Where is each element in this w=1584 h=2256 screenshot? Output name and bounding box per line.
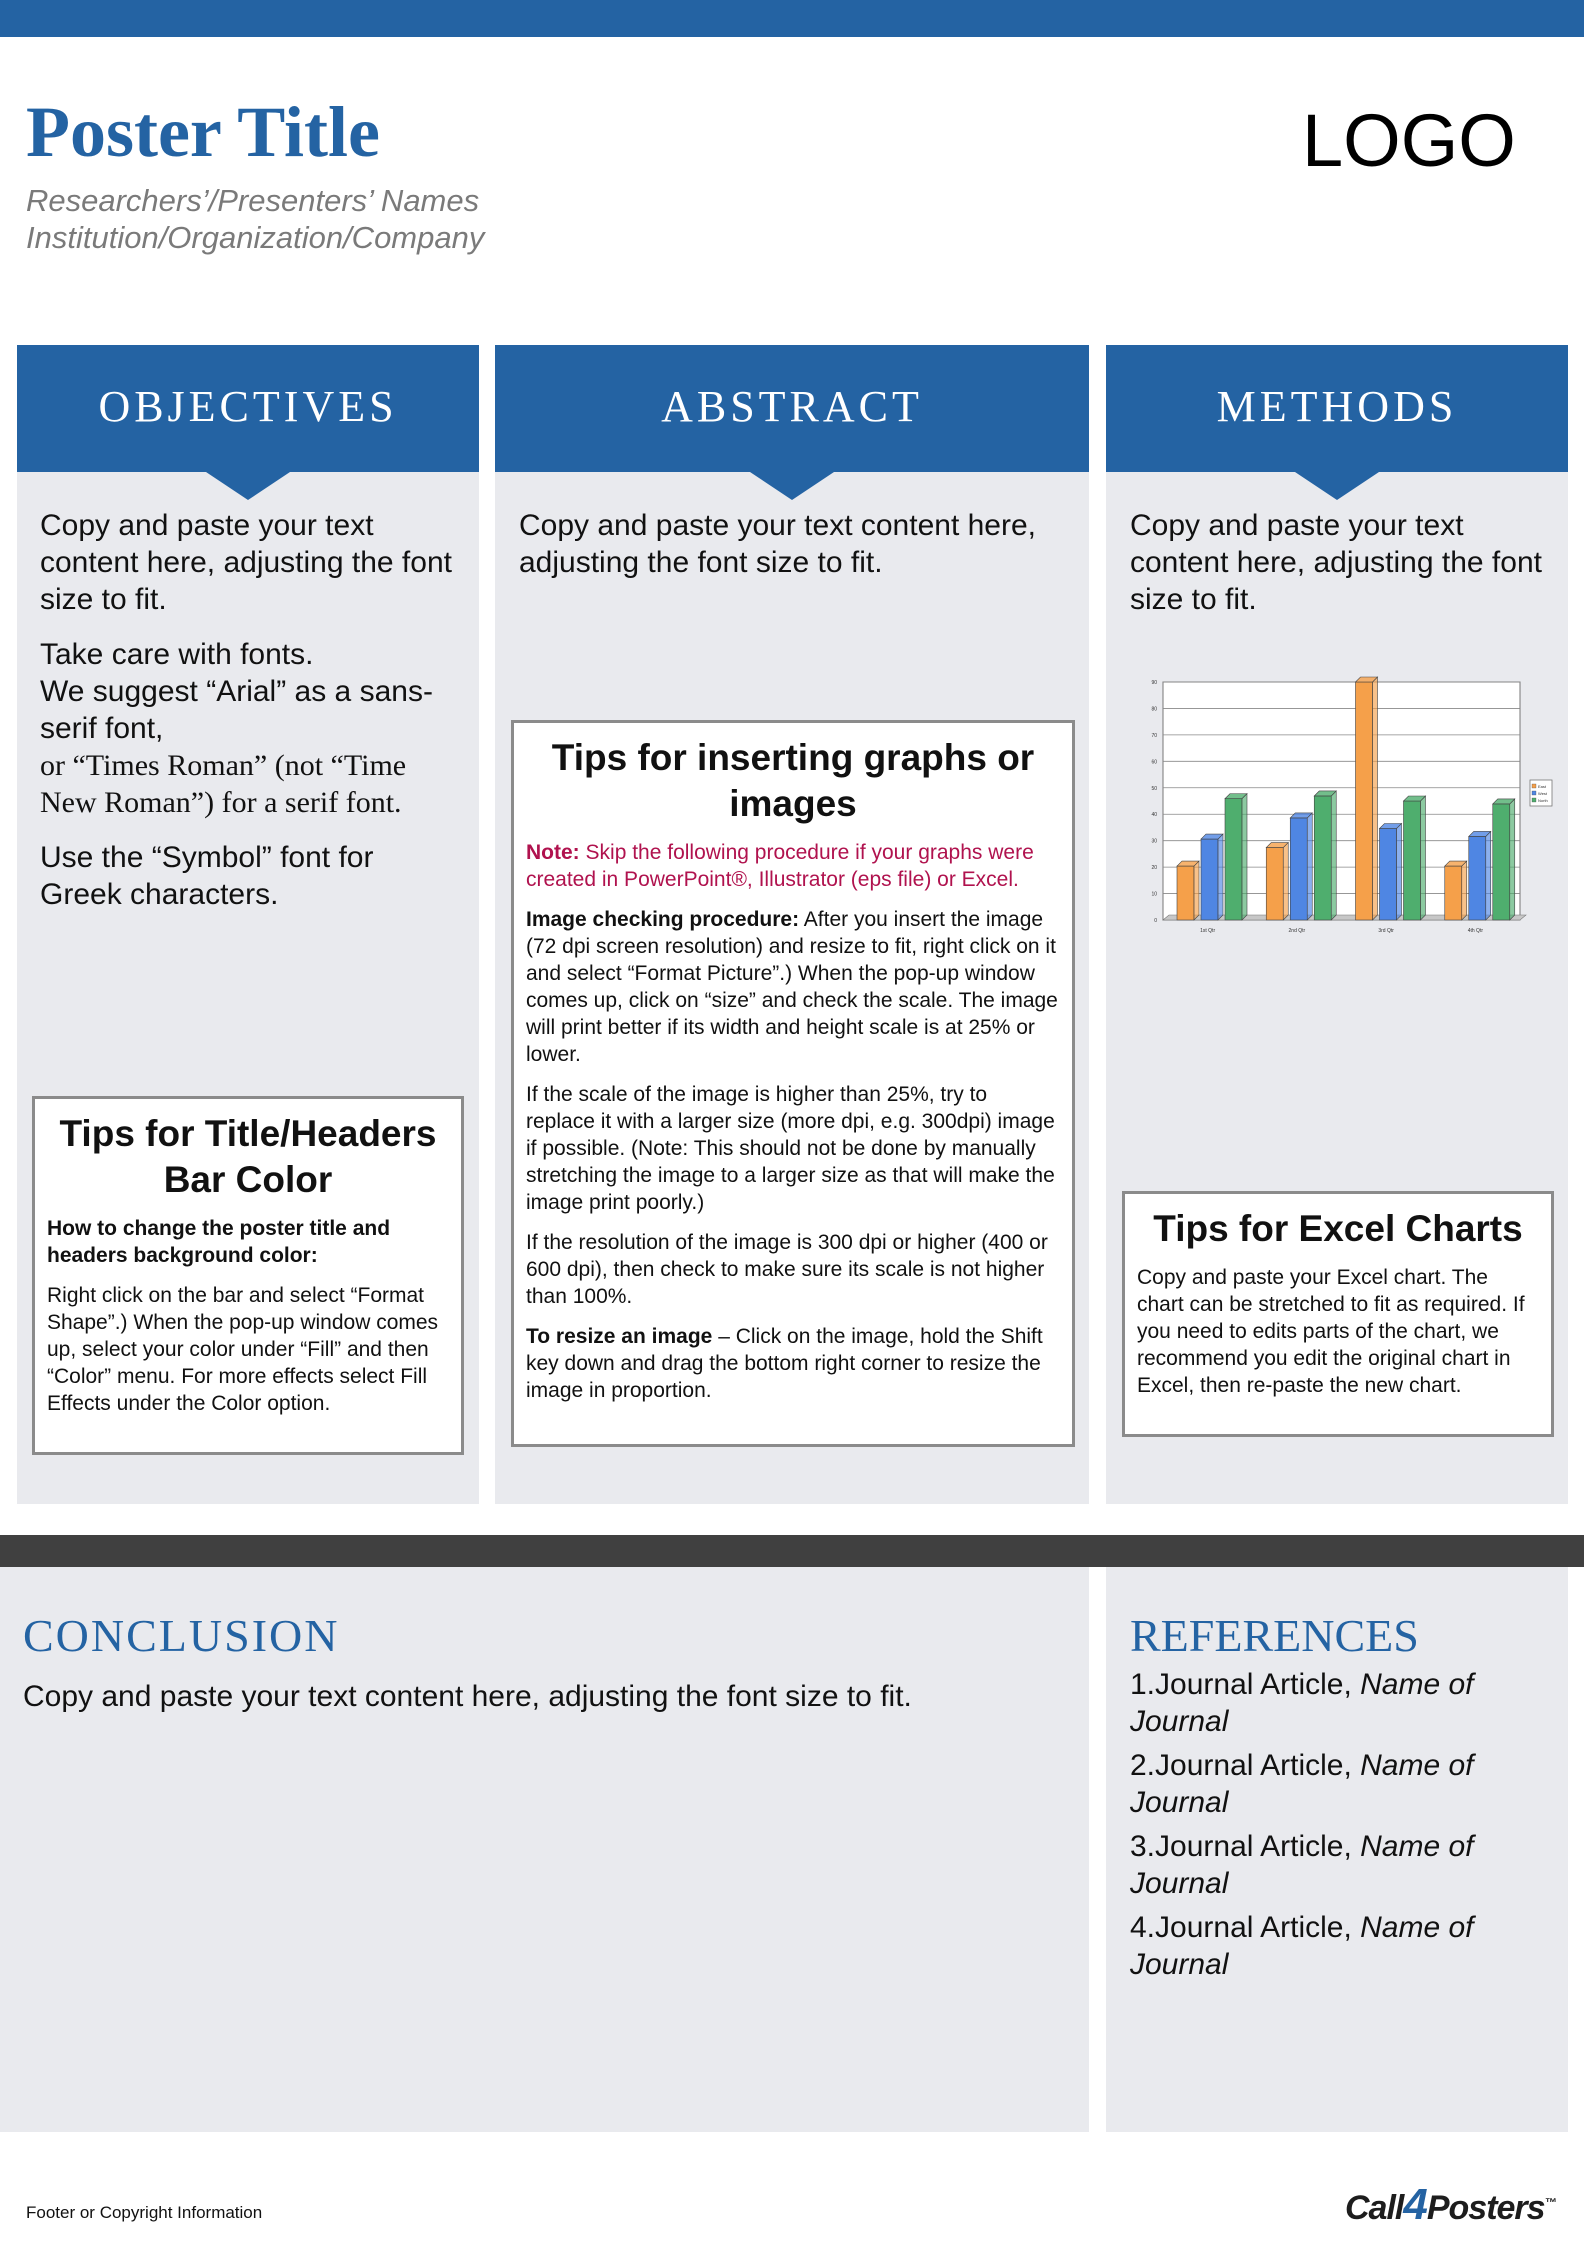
brand-part: Posters: [1426, 2189, 1545, 2227]
chart-legend-label: East: [1538, 784, 1547, 789]
conclusion-section: [0, 1567, 1089, 2132]
tip-image-check: [526, 906, 1060, 1068]
abstract-body: Copy and paste your text content here, adjusting the font size to fit.: [519, 509, 1036, 579]
reference-journal: Name of Journal: [1130, 1668, 1474, 1738]
chart-legend-swatch: [1532, 791, 1536, 795]
abstract-heading: ABSTRACT: [661, 382, 923, 431]
tip-title: Tips for inserting graphs or images: [551, 737, 1035, 824]
chart-y-tick-label: 60: [1151, 759, 1157, 766]
chart-y-tick-label: 20: [1151, 865, 1157, 872]
tip-body: Right click on the bar and select “Format Shape”.) When the pop-up window comes up, select your color under “Fill” and then “Color” menu. For more effects select Fill Effects under the Color option.: [47, 1284, 439, 1415]
chart-y-tick-label: 30: [1151, 838, 1157, 845]
institution-name: Institution/Organization/Company: [26, 220, 485, 255]
header-notch: [750, 472, 834, 500]
tip-subheading: How to change the poster title and headers background color:: [47, 1217, 391, 1267]
chart-y-tick-label: 40: [1151, 812, 1157, 819]
chart-x-tick-label: 1st Qtr: [1200, 928, 1216, 934]
footer-text: Footer or Copyright Information: [26, 2203, 263, 2222]
chart-legend-label: North: [1538, 798, 1548, 803]
objectives-column: [17, 345, 479, 1504]
reference-article: Journal Article,: [1155, 1668, 1361, 1701]
chart-legend-label: West: [1538, 791, 1548, 796]
chart-y-ticks: [1151, 680, 1157, 924]
chart-x-tick-label: 3rd Qtr: [1378, 928, 1394, 934]
chart-bar: [1469, 831, 1491, 920]
abstract-column: [495, 345, 1089, 1504]
tip-title: Tips for Excel Charts: [1153, 1208, 1523, 1249]
chart-x-ticks: [1200, 928, 1483, 934]
methods-header-bar[interactable]: [1106, 345, 1568, 472]
objectives-header-bar[interactable]: [17, 345, 479, 472]
references-section: [1106, 1567, 1568, 2132]
methods-heading: METHODS: [1216, 382, 1458, 431]
objectives-body: [40, 507, 460, 913]
reference-article: Journal Article,: [1155, 1749, 1361, 1782]
reference-journal: Name of Journal: [1130, 1749, 1474, 1819]
poster-title: Poster Title: [26, 92, 380, 172]
conclusion-heading: CONCLUSION: [23, 1610, 340, 1661]
tip-note: [526, 839, 1060, 893]
objectives-paragraph: Copy and paste your text content here, adjusting the font size to fit.: [40, 509, 452, 616]
chart-x-tick-label: 4th Qtr: [1467, 928, 1484, 934]
tip-title: Tips for Title/Headers Bar Color: [59, 1113, 437, 1200]
reference-number: 1.: [1130, 1668, 1156, 1701]
reference-item: [1130, 1828, 1550, 1902]
resize-label: To resize an image: [526, 1325, 713, 1348]
authors-names: Researchers’/Presenters’ Names: [26, 183, 480, 218]
author-block: [26, 182, 484, 256]
tip-resolution: If the resolution of the image is 300 dpi or higher (400 or 600 dpi), then check to make sure its scale is not higher than 100%.: [526, 1231, 1048, 1308]
abstract-header-bar[interactable]: [495, 345, 1089, 472]
chart-bar: [1493, 799, 1515, 920]
chart-y-tick-label: 50: [1151, 785, 1157, 792]
tip-box-graphs: [511, 720, 1075, 1447]
chart-bar: [1177, 861, 1199, 920]
references-heading: REFERENCES: [1130, 1610, 1419, 1661]
objectives-heading: OBJECTIVES: [98, 382, 398, 431]
reference-number: 4.: [1130, 1911, 1156, 1944]
note-text: Skip the following procedure if your graphs were created in PowerPoint®, Illustrator (eps file) or Excel.: [526, 841, 1034, 891]
fonts-advice-line: or “Times Roman” (not “Time New Roman”) for a serif font.: [40, 749, 407, 819]
tip-body: Copy and paste your Excel chart. The chart can be stretched to fit as required. If you need to edits parts of the chart, we recommend you edit the original chart in Excel, then re-paste the new chart.: [1137, 1266, 1525, 1397]
header-notch: [206, 472, 290, 500]
tip-scale: If the scale of the image is higher than 25%, try to replace it with a larger size (more dpi, e.g. 300dpi) image if possible. (Note: This should not be done by manually stretching the image to a larger size as that will make the image print poorly.): [526, 1083, 1055, 1214]
chart-y-tick-label: 10: [1151, 891, 1157, 898]
methods-body: Copy and paste your text content here, adjusting the font size to fit.: [1130, 509, 1542, 616]
chart-legend-swatch: [1532, 784, 1536, 788]
chart-y-tick-label: 80: [1151, 706, 1157, 713]
brand-part: 4: [1403, 2180, 1427, 2229]
logo-placeholder: LOGO: [1302, 99, 1516, 182]
chart-bar: [1356, 677, 1378, 920]
title-bar[interactable]: [0, 0, 1584, 37]
reference-article: Journal Article,: [1155, 1830, 1361, 1863]
symbol-font-advice: Use the “Symbol” font for Greek characters.: [40, 841, 374, 911]
chart-bar: [1290, 813, 1312, 920]
section-divider-bar: [0, 1535, 1584, 1567]
reference-number: 2.: [1130, 1749, 1156, 1782]
tip-resize: [526, 1323, 1060, 1404]
reference-article: Journal Article,: [1155, 1911, 1361, 1944]
reference-number: 3.: [1130, 1830, 1156, 1863]
chart-legend-swatch: [1532, 798, 1536, 802]
chart-bar: [1201, 834, 1223, 920]
chart-bar: [1445, 861, 1467, 920]
conclusion-body: Copy and paste your text content here, adjusting the font size to fit.: [23, 1680, 912, 1713]
resize-text: – Click on the image, hold the Shift key down and drag the bottom right corner to resize the image in proportion.: [526, 1325, 1043, 1402]
chart-x-tick-label: 2nd Qtr: [1288, 928, 1306, 934]
chart-bar: [1266, 843, 1288, 920]
reference-item: [1130, 1666, 1550, 1740]
chart-bar: [1404, 796, 1426, 920]
reference-item: [1130, 1747, 1550, 1821]
check-label: Image checking procedure:: [526, 908, 800, 931]
brand-part: Call: [1345, 2189, 1404, 2227]
chart-bar: [1314, 791, 1336, 920]
references-list: [1130, 1666, 1550, 1990]
reference-journal: Name of Journal: [1130, 1911, 1474, 1981]
methods-bar-chart[interactable]: [1125, 662, 1555, 944]
header-notch: [1295, 472, 1379, 500]
chart-y-tick-label: 90: [1151, 680, 1157, 686]
note-label: Note:: [526, 841, 580, 864]
tip-box-title-color: [32, 1096, 464, 1455]
chart-legend: [1530, 780, 1552, 806]
reference-item: [1130, 1909, 1550, 1983]
chart-bar: [1380, 824, 1402, 920]
fonts-advice-line: We suggest “Arial” as a sans-serif font,: [40, 675, 433, 745]
call4posters-logo: [1345, 2180, 1556, 2230]
chart-y-tick-label: 0: [1154, 918, 1157, 924]
chart-bar: [1225, 794, 1247, 920]
fonts-advice-line: Take care with fonts.: [40, 638, 314, 671]
tip-box-excel: [1122, 1191, 1554, 1437]
chart-y-tick-label: 70: [1151, 732, 1157, 739]
trademark-mark: ™: [1544, 2195, 1556, 2210]
reference-journal: Name of Journal: [1130, 1830, 1474, 1900]
check-text: After you insert the image (72 dpi screen resolution) and resize to fit, right click on it and select “Format Picture”.) When the pop-up window comes up, click on “size” and check the scale. The image will print better if its width and height scale is at 25% or lower.: [526, 908, 1058, 1066]
